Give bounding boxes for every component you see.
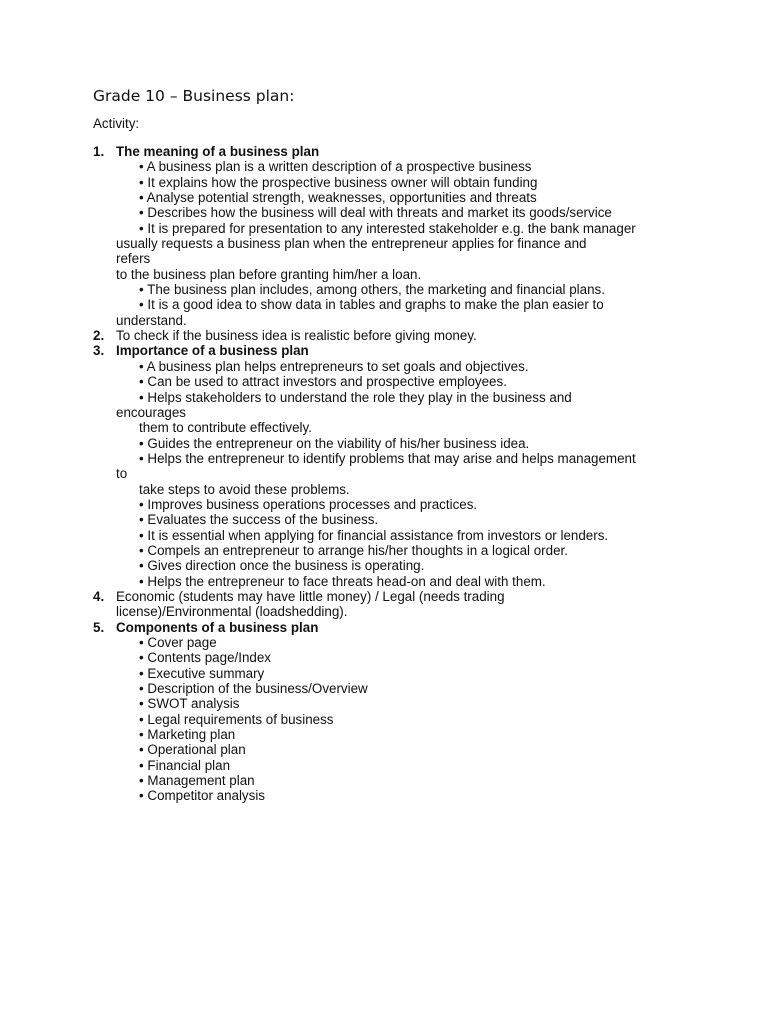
continuation-line: understand. — [116, 312, 187, 328]
list-item-3 — [93, 343, 733, 589]
bullet-list — [116, 359, 733, 589]
item-number: 1. — [93, 144, 105, 159]
activity-label: Activity: — [93, 116, 140, 131]
bullet-line: • It is essential when applying for financial assistance from investors or lenders. — [139, 527, 609, 543]
bullet-line: • Competitor analysis — [139, 788, 265, 804]
bullet-line: • Can be used to attract investors and prospective employees. — [139, 374, 507, 390]
bullet-line: • Cover page — [139, 635, 217, 650]
page-title: Grade 10 – Business plan: — [93, 87, 295, 105]
bullet-line: • It is prepared for presentation to any interested stakeholder e.g. the bank manager — [139, 220, 636, 236]
bullet-line: • Evaluates the success of the business. — [139, 512, 379, 528]
item-number: 3. — [93, 343, 105, 359]
list-item-4 — [93, 589, 733, 620]
section-heading: The meaning of a business plan — [116, 144, 320, 159]
item-number: 4. — [93, 588, 105, 604]
section-heading: Components of a business plan — [116, 619, 319, 635]
bullet-line: • A business plan is a written description of a prospective business — [139, 159, 532, 175]
list-item-5 — [93, 620, 733, 804]
continuation-line: refers — [116, 251, 151, 267]
bullet-line: • Description of the business/Overview — [139, 681, 368, 697]
bullet-line: • It is a good idea to show data in tables and graphs to make the plan easier to — [139, 297, 604, 313]
bullet-line: • A business plan helps entrepreneurs to set goals and objectives. — [139, 358, 529, 374]
bullet-line: • Gives direction once the business is operating. — [139, 558, 425, 574]
continuation-line: to the business plan before granting him/her a loan. — [116, 266, 422, 282]
item-text: To check if the business idea is realistic before giving money. — [116, 328, 477, 344]
bullet-line: • Contents page/Index — [139, 650, 271, 666]
bullet-line: • Legal requirements of business — [139, 711, 334, 727]
item-number: 2. — [93, 328, 105, 344]
bullet-list — [116, 159, 733, 328]
bullet-list — [116, 635, 733, 804]
item-text-line: Economic (students may have little money) / Legal (needs trading — [116, 588, 505, 604]
bullet-line: • Describes how the business will deal with threats and market its goods/service — [139, 205, 612, 221]
bullet-line: • Operational plan — [139, 742, 246, 758]
bullet-line: • The business plan includes, among others, the marketing and financial plans. — [139, 282, 605, 298]
bullet-line: • Guides the entrepreneur on the viability of his/her business idea. — [139, 435, 530, 451]
continuation-line: to — [116, 466, 128, 482]
bullet-line: • Helps stakeholders to understand the role they play in the business and — [139, 389, 572, 405]
bullet-line: • Compels an entrepreneur to arrange his/her thoughts in a logical order. — [139, 542, 568, 558]
bullet-line: • Analyse potential strength, weaknesses, opportunities and threats — [139, 190, 537, 206]
list-item-1 — [93, 144, 733, 328]
continuation-line: take steps to avoid these problems. — [139, 481, 350, 497]
bullet-line: • SWOT analysis — [139, 696, 240, 712]
bullet-line: • Helps the entrepreneur to identify problems that may arise and helps management — [139, 450, 636, 466]
continuation-line: encourages — [116, 404, 186, 420]
list-item-2 — [93, 328, 733, 343]
bullet-line: • Financial plan — [139, 757, 231, 773]
numbered-list — [93, 144, 733, 804]
document-page — [93, 86, 733, 804]
bullet-line: • Helps the entrepreneur to face threats head-on and deal with them. — [139, 573, 546, 589]
item-text-line: license)/Environmental (loadshedding). — [116, 604, 348, 620]
bullet-line: • Improves business operations processes and practices. — [139, 496, 478, 512]
section-heading: Importance of a business plan — [116, 343, 309, 359]
bullet-line: • It explains how the prospective business owner will obtain funding — [139, 174, 538, 190]
continuation-line: them to contribute effectively. — [139, 420, 312, 436]
continuation-line: usually requests a business plan when the entrepreneur applies for finance and — [116, 236, 587, 252]
bullet-line: • Executive summary — [139, 665, 265, 681]
bullet-line: • Marketing plan — [139, 727, 236, 743]
item-number: 5. — [93, 619, 105, 635]
bullet-line: • Management plan — [139, 773, 255, 789]
